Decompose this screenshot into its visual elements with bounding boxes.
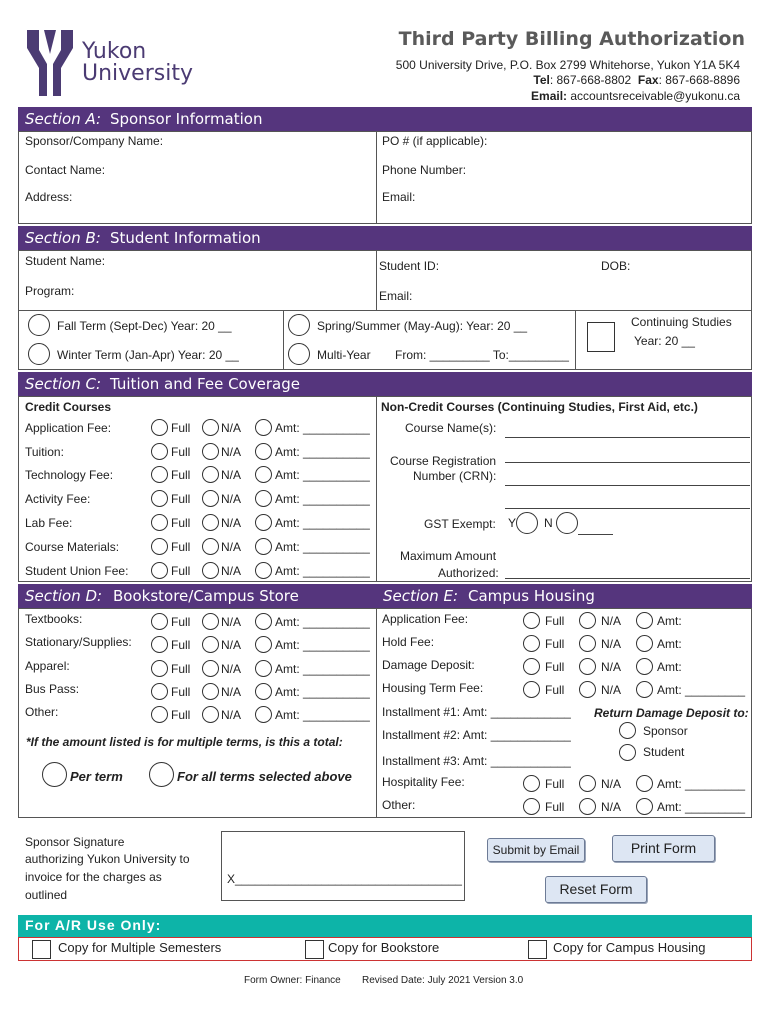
noncredit-courses-title: Non-Credit Courses (Continuing Studies, First Aid, etc.) [381,400,698,414]
full-label: Full [545,660,565,674]
na-label: N/A [221,685,242,699]
amt-radio[interactable] [255,514,272,531]
bookstore-item-label: Bus Pass: [25,682,80,696]
ar-multiple-semesters-label: Copy for Multiple Semesters [58,940,222,955]
full-radio[interactable] [151,514,168,531]
signature-text-2: authorizing Yukon University to [25,852,190,866]
housing-extra-label: Other: [382,798,416,812]
na-label: N/A [601,614,622,628]
housing-fee-label: Application Fee: [382,612,469,626]
na-radio[interactable] [202,419,219,436]
multi-year-radio[interactable] [288,343,310,365]
submit-by-email-button[interactable]: Submit by Email [487,838,585,862]
all-terms-radio[interactable] [149,762,174,787]
amt-label: Amt: [657,660,682,674]
amt-label: Amt: __________ [275,468,370,482]
amt-radio[interactable] [636,612,653,629]
full-label: Full [171,708,191,722]
max-amount-label-2: Authorized: [438,566,499,580]
ar-bookstore-checkbox[interactable] [305,940,324,959]
full-radio[interactable] [151,466,168,483]
yukon-university-logo-icon [25,28,75,98]
na-radio[interactable] [202,443,219,460]
full-label: Full [171,685,191,699]
na-radio[interactable] [579,612,596,629]
multi-year-label: Multi-Year [317,348,371,362]
na-radio[interactable] [202,514,219,531]
na-label: N/A [221,540,242,554]
housing-fee-label: Housing Term Fee: [382,681,484,695]
return-student-radio[interactable] [619,744,636,761]
full-radio[interactable] [151,636,168,653]
amt-radio[interactable] [636,775,653,792]
po-label: PO # (if applicable): [382,134,488,148]
full-label: Full [545,614,565,628]
email-line: Email: accountsreceivable@yukonu.ca [531,89,740,103]
continuing-studies-checkbox[interactable] [587,322,615,352]
full-radio[interactable] [523,612,540,629]
amt-radio[interactable] [255,613,272,630]
na-radio[interactable] [202,466,219,483]
na-radio[interactable] [202,683,219,700]
na-radio[interactable] [202,636,219,653]
print-form-button[interactable]: Print Form [612,835,715,862]
credit-fee-label: Activity Fee: [25,492,91,506]
full-label: Full [545,777,565,791]
full-radio[interactable] [151,562,168,579]
amt-radio[interactable] [255,636,272,653]
full-radio[interactable] [151,683,168,700]
sponsor-email-label: Email: [382,190,416,204]
full-label: Full [545,637,565,651]
na-radio[interactable] [202,490,219,507]
full-radio[interactable] [151,538,168,555]
na-label: N/A [601,683,622,697]
amt-label: Amt: _________ [657,800,746,814]
course-names-label: Course Name(s): [405,421,497,435]
amt-radio[interactable] [255,706,272,723]
full-radio[interactable] [523,658,540,675]
crn-label-2: Number (CRN): [413,469,497,483]
logo-line1: Yukon [82,39,147,64]
full-radio[interactable] [523,681,540,698]
amt-label: Amt: __________ [275,516,370,530]
full-label: Full [171,564,191,578]
return-sponsor-radio[interactable] [619,722,636,739]
amt-label: Amt: __________ [275,421,370,435]
na-radio[interactable] [579,635,596,652]
program-label: Program: [25,284,75,298]
installment-1-label: Installment #1: Amt: ____________ [382,705,571,719]
contact-name-label: Contact Name: [25,163,106,177]
crn-label-1: Course Registration [390,454,497,468]
na-label: N/A [221,708,242,722]
credit-fee-label: Technology Fee: [25,468,114,482]
full-label: Full [171,421,191,435]
winter-term-label: Winter Term (Jan-Apr) Year: 20 __ [57,348,239,362]
signature-text-4: outlined [25,888,68,902]
na-label: N/A [221,615,242,629]
per-term-radio[interactable] [42,762,67,787]
multiple-terms-note: *If the amount listed is for multiple terms, is this a total: [26,735,343,749]
na-label: N/A [601,777,622,791]
bookstore-item-label: Other: [25,705,59,719]
section-c-header: Section C: Tuition and Fee Coverage [18,372,752,396]
ar-bookstore-label: Copy for Bookstore [328,940,440,955]
full-label: Full [545,800,565,814]
amt-label: Amt: __________ [275,540,370,554]
bookstore-item-label: Stationary/Supplies: [25,635,132,649]
continuing-studies-label: Continuing Studies [631,315,732,329]
full-label: Full [171,662,191,676]
section-a-header: Section A: Sponsor Information [18,107,752,131]
full-radio[interactable] [523,635,540,652]
amt-radio[interactable] [255,562,272,579]
amt-radio[interactable] [636,658,653,675]
form-title: Third Party Billing Authorization [398,28,745,50]
amt-radio[interactable] [255,490,272,507]
na-label: N/A [601,637,622,651]
ar-housing-label: Copy for Campus Housing [553,940,706,955]
na-radio[interactable] [202,538,219,555]
signature-field[interactable] [221,831,465,901]
phone-label: Phone Number: [382,163,467,177]
spring-summer-radio[interactable] [288,314,310,336]
return-sponsor-label: Sponsor [643,724,688,738]
amt-radio[interactable] [636,635,653,652]
housing-fee-label: Hold Fee: [382,635,435,649]
full-radio[interactable] [151,419,168,436]
amt-label: Amt: _________ [657,683,746,697]
amt-radio[interactable] [255,419,272,436]
na-radio[interactable] [579,798,596,815]
max-amount-label-1: Maximum Amount [400,549,497,563]
na-label: N/A [221,638,242,652]
bookstore-item-label: Textbooks: [25,612,83,626]
amt-radio[interactable] [255,538,272,555]
amt-radio[interactable] [255,443,272,460]
full-radio[interactable] [523,775,540,792]
section-c-box [18,396,752,582]
fall-term-label: Fall Term (Sept-Dec) Year: 20 __ [57,319,232,333]
full-label: Full [545,683,565,697]
fall-term-radio[interactable] [28,314,50,336]
signature-text-1: Sponsor Signature [25,835,125,849]
na-radio[interactable] [579,775,596,792]
student-id-label: Student ID: [379,259,440,273]
dob-label: DOB: [601,259,631,273]
amt-label: Amt: __________ [275,492,370,506]
amt-label: Amt: __________ [275,708,370,722]
full-radio[interactable] [151,443,168,460]
spring-summer-label: Spring/Summer (May-Aug): Year: 20 __ [317,319,528,333]
gst-yes-radio[interactable] [516,512,538,534]
return-deposit-label: Return Damage Deposit to: [594,706,749,720]
na-radio[interactable] [202,613,219,630]
full-radio[interactable] [151,490,168,507]
section-b-header: Section B: Student Information [18,226,752,250]
continuing-studies-year: Year: 20 __ [634,334,695,348]
all-terms-label: For all terms selected above [177,769,352,784]
sponsor-company-label: Sponsor/Company Name: [25,134,164,148]
amt-label: Amt: __________ [275,445,370,459]
gst-exempt-label: GST Exempt: [424,517,496,531]
amt-label: Amt: __________ [275,564,370,578]
gst-no-radio[interactable] [556,512,578,534]
installment-3-label: Installment #3: Amt: ____________ [382,754,571,768]
na-label: N/A [221,516,242,530]
full-label: Full [171,615,191,629]
credit-fee-label: Course Materials: [25,540,120,554]
amt-label: Amt: __________ [275,638,370,652]
signature-x-line: X__________________________________ [227,872,462,886]
na-label: N/A [221,492,242,506]
full-label: Full [171,638,191,652]
ar-header: For A/R Use Only: [18,915,752,937]
signature-text-3: invoice for the charges as [25,870,162,884]
ar-multiple-semesters-checkbox[interactable] [32,940,51,959]
amt-label: Amt: [657,637,682,651]
reset-form-button[interactable]: Reset Form [545,876,647,903]
amt-radio[interactable] [255,466,272,483]
return-student-label: Student [643,745,685,759]
amt-radio[interactable] [255,683,272,700]
amt-label: Amt: __________ [275,615,370,629]
credit-fee-label: Application Fee: [25,421,112,435]
gst-no-label: N [544,516,553,530]
installment-2-label: Installment #2: Amt: ____________ [382,728,571,742]
amt-radio[interactable] [636,798,653,815]
section-de-header: Section D: Bookstore/Campus Store Section E: Campus Housing [18,584,752,608]
na-label: N/A [221,445,242,459]
na-label: N/A [221,564,242,578]
full-radio[interactable] [523,798,540,815]
housing-fee-label: Damage Deposit: [382,658,475,672]
credit-fee-label: Student Union Fee: [25,564,129,578]
credit-fee-label: Lab Fee: [25,516,73,530]
amt-label: Amt: __________ [275,662,370,676]
ar-housing-checkbox[interactable] [528,940,547,959]
na-label: N/A [221,421,242,435]
amt-radio[interactable] [255,660,272,677]
housing-extra-label: Hospitality Fee: [382,775,465,789]
student-email-label: Email: [379,289,413,303]
na-label: N/A [601,660,622,674]
full-label: Full [171,445,191,459]
from-to-label: From: _________ To:_________ [395,348,569,362]
gst-yes-label: Y [508,516,517,530]
full-label: Full [171,516,191,530]
credit-courses-title: Credit Courses [25,400,112,414]
amt-label: Amt: [657,614,682,628]
amt-label: Amt: _________ [657,777,746,791]
full-radio[interactable] [151,613,168,630]
full-label: Full [171,540,191,554]
credit-fee-label: Tuition: [25,445,64,459]
na-label: N/A [221,662,242,676]
full-radio[interactable] [151,660,168,677]
na-radio[interactable] [579,681,596,698]
na-radio[interactable] [202,706,219,723]
full-label: Full [171,492,191,506]
address-line: 500 University Drive, P.O. Box 2799 Whitehorse, Yukon Y1A 5K4 [395,58,740,72]
per-term-label: Per term [70,769,123,784]
full-label: Full [171,468,191,482]
address-label: Address: [25,190,73,204]
bookstore-item-label: Apparel: [25,659,70,673]
logo-line2: University [82,61,193,86]
full-radio[interactable] [151,706,168,723]
revised-date: Revised Date: July 2021 Version 3.0 [362,975,524,986]
na-radio[interactable] [202,660,219,677]
na-radio[interactable] [579,658,596,675]
amt-label: Amt: __________ [275,685,370,699]
form-owner: Form Owner: Finance [244,975,341,986]
na-label: N/A [221,468,242,482]
winter-term-radio[interactable] [28,343,50,365]
na-label: N/A [601,800,622,814]
na-radio[interactable] [202,562,219,579]
tel-fax-line: Tel: 867-668-8802 Fax: 867-668-8896 [533,73,740,87]
amt-radio[interactable] [636,681,653,698]
student-name-label: Student Name: [25,254,106,268]
